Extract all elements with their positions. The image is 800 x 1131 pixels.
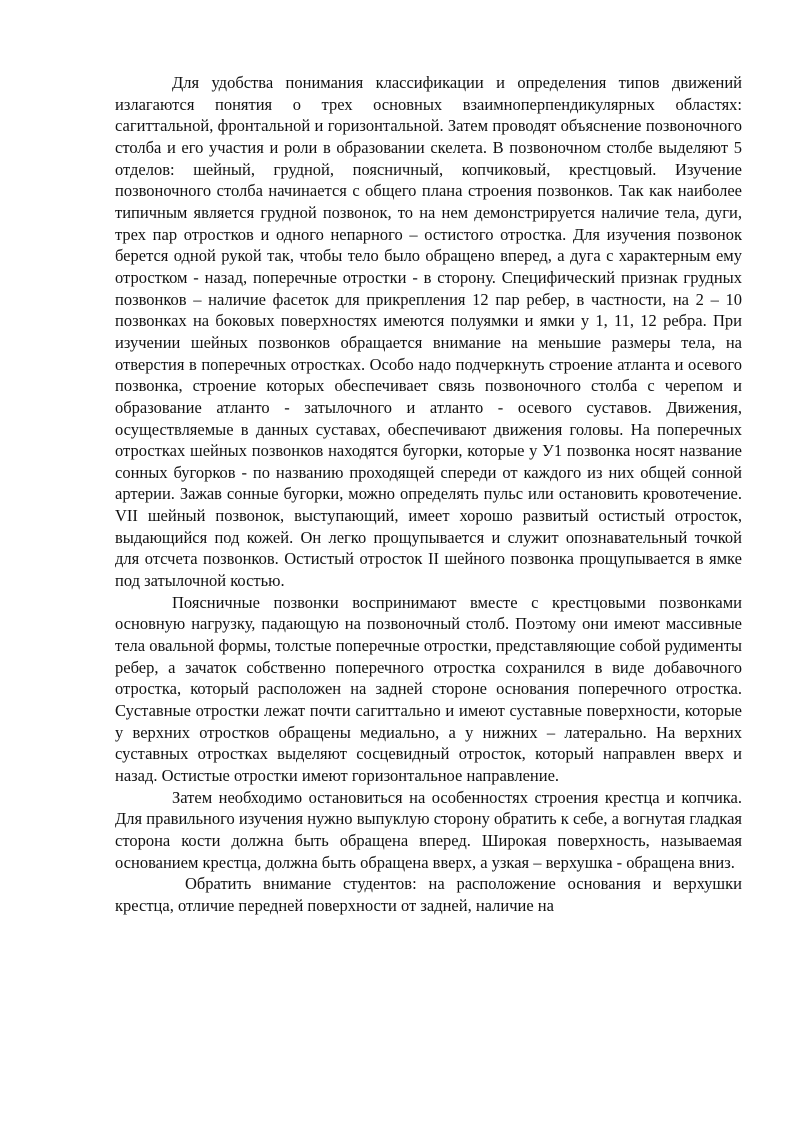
- paragraph-lumbar-vertebrae: Поясничные позвонки воспринимают вместе с крестцовыми позвонками основную нагрузку, падающую на позвоночный столб. Поэтому они имеют массивные тела овальной формы, толстые поперечные отростки, представляющие собой рудименты ребер, а зачаток собственно поперечного отростка сохранился в виде добавочного отростка, который расположен на задней стороне основания поперечного отростка. Суставные отростки лежат почти сагиттально и имеют суставные поверхности, которые у верхних отростков обращены медиально, а у нижних – латерально. На верхних суставных отростках выделяют сосцевидный отросток, который направлен вверх и назад. Остистые отростки имеют горизонтальное направление.: [115, 592, 742, 785]
- paragraph-student-attention: Обратить внимание студентов: на расположение основания и верхушки крестца, отличие передней поверхности от задней, наличие на: [115, 874, 742, 915]
- paragraph-spine-overview: Для удобства понимания классификации и определения типов движений излагаются понятия о трех основных взаимноперпендикулярных областях: сагиттальной, фронтальной и горизонтальной. Затем проводят объяснение позвоночного столба и его участия и роли в образовании скелета. В позвоночном столбе выделяют 5 отделов: шейный, грудной, поясничный, копчиковый, крестцовый. Изучение позвоночного столба начинается с общего плана строения позвонков. Так как наиболее типичным является грудной позвонок, то на нем демонстрируется наличие тела, дуги, трех пар отростков и одного непарного – остистого отростка. Для изучения позвонок берется одной рукой так, чтобы тело было обращено вперед, а дуга с характерным ему отростком - назад, поперечные отростки - в сторону. Специфический признак грудных позвонков – наличие фасеток для прикрепления 12 пар ребер, в частности, на 2 – 10 позвонках на боковых поверхностях имеются полуямки и ямки у 1, 11, 12 ребра. При изучении шейных позвонков обращается внимание на меньшие размеры тела, на отверстия в поперечных отростках. Особо надо подчеркнуть строение атланта и осевого позвонка, строение которых обеспечивает связь позвоночного столба с черепом и образование атланто - затылочного и атланто - осевого суставов. Движения, осуществляемые в данных суставах, обеспечивают движения головы. На поперечных отростках шейных позвонков находятся бугорки, которые у У1 позвонка носят название сонных бугорков - по названию проходящей спереди от каждого из них общей сонной артерии. Зажав сонные бугорки, можно определять пульс или остановить кровотечение. VII шейный позвонок, выступающий, имеет хорошо развитый остистый отросток, выдающийся под кожей. Он легко прощупывается и служит опознавательный точкой для отсчета позвонков. Остистый отросток II шейного позвонка прощупывается в ямке под затылочной костью.: [115, 73, 742, 591]
- paragraph-sacrum-coccyx: Затем необходимо остановиться на особенностях строения крестца и копчика. Для правильного изучения нужно выпуклую сторону обратить к себе, а вогнутая гладкая сторона кости должна быть обращена вперед. Широкая поверхность, называемая основанием крестца, должна быть обращена вверх, а узкая – верхушка - обращена вниз.: [115, 787, 742, 872]
- document-page: [115, 72, 742, 917]
